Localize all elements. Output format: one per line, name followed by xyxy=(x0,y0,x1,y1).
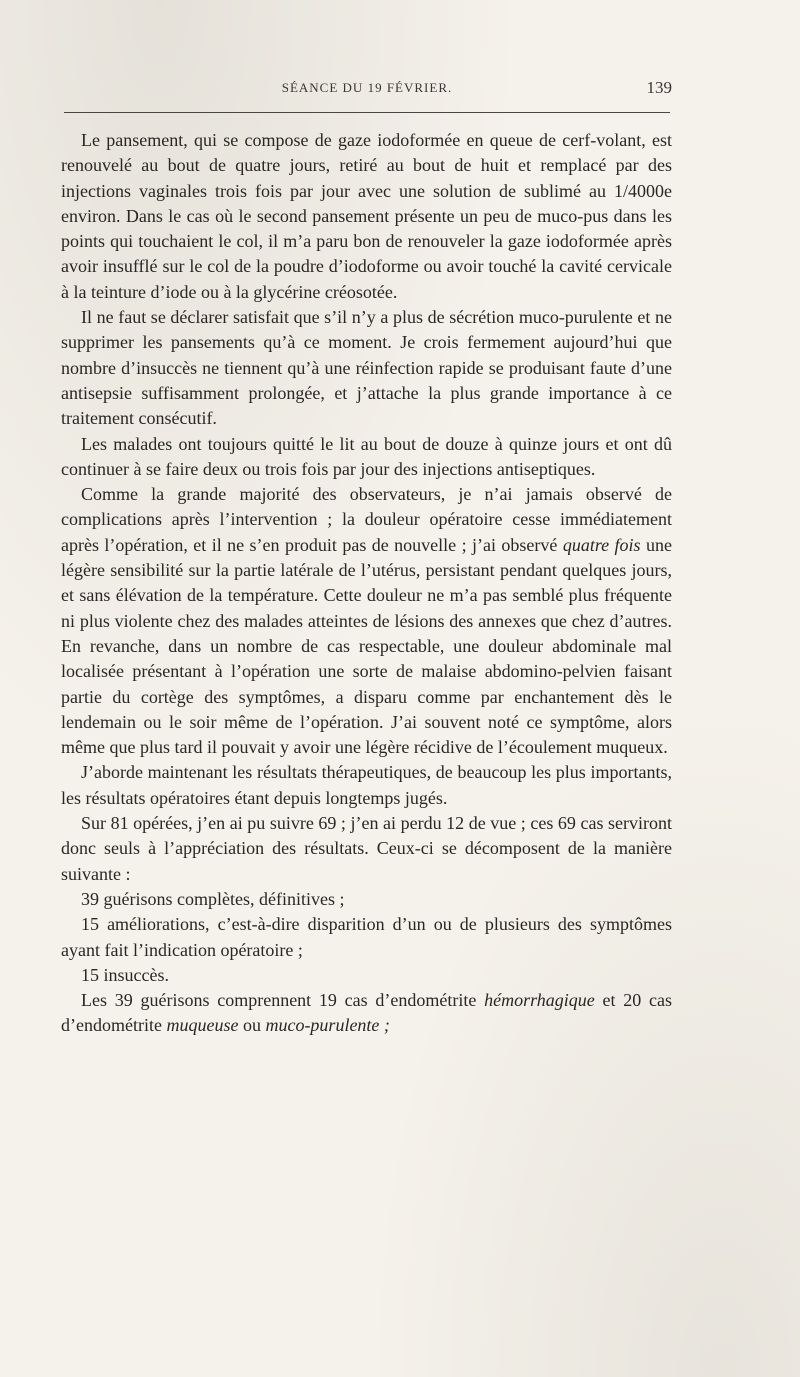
paragraph: J’aborde maintenant les résultats thérapeutiques, de beaucoup les plus importants, les résultats opératoires étant depuis longtemps jugés. xyxy=(61,762,672,808)
running-title: SÉANCE DU 19 FÉVRIER. xyxy=(281,80,453,95)
page-number: 139 xyxy=(646,78,672,97)
list-item: 39 guérisons complètes, définitives ; xyxy=(81,888,345,909)
body-text xyxy=(61,128,672,1039)
text-span: une légère sensibilité sur la partie latérale de l’utérus, persistant pendant quelques jours, et sans élévation de la température. Cette douleur ne m’a pas semblé plus fréquente ni plus violente chez des malades atteintes de lésions des annexes que chez d’autres. En revanche, dans un nombre de cas respectable, une douleur abdominale mal localisée présentant à l’opération une sorte de malaise abdomino-pelvien faisant partie du cortège des symptômes, a disparu comme par enchantement dès le lendemain ou le soir même de l’opération. J’ai souvent noté ce symptôme, alors même que plus tard il pouvait y avoir une légère récidive de l’écoulement muqueux. xyxy=(61,534,672,758)
text-span: et 20 cas d’endométrite xyxy=(61,990,672,1036)
text-span: Les 39 guérisons comprennent 19 cas d’endométrite xyxy=(81,990,485,1011)
paragraph: Les malades ont toujours quitté le lit au bout de douze à quinze jours et ont dû continuer à se faire deux ou trois fois par jour des injections antiseptiques. xyxy=(61,433,672,479)
paragraph: Le pansement, qui se compose de gaze iodoformée en queue de cerf-volant, est renouvelé au bout de quatre jours, retiré au bout de huit et remplacé par des injections vaginales trois fois par jour avec une solution de sublimé au 1/4000e environ. Dans le cas où le second pansement présente un peu de muco-pus dans les points qui touchaient le col, il m’a paru bon de renouveler la gaze iodoformée après avoir insufflé sur le col de la poudre d’iodoforme ou avoir touché la cavité cervicale à la teinture d’iode ou à la glycérine créosotée. xyxy=(61,130,672,302)
header-rule xyxy=(64,112,670,113)
paragraph xyxy=(61,482,672,760)
italic-span: quatre fois xyxy=(562,534,641,555)
list-item: 15 insuccès. xyxy=(81,964,169,985)
italic-span: muco-purulente ; xyxy=(265,1015,390,1036)
text-span: Comme la grande majorité des observateurs, je n’ai jamais observé de complications après l’intervention ; la douleur opératoire cesse immédiatement après l’opération, et il ne s’en produit pas de nouvelle ; j’ai observé xyxy=(61,484,672,555)
list-item: 15 améliorations, c’est-à-dire disparition d’un ou de plusieurs des symptômes ayant fait l’indication opératoire ; xyxy=(61,914,672,960)
italic-span: hémorrhagique xyxy=(484,990,595,1011)
paragraph: Il ne faut se déclarer satisfait que s’il n’y a plus de sécrétion muco-purulente et ne supprimer les pansements qu’à ce moment. Je crois fermement aujourd’hui que nombre d’insuccès ne tiennent qu’à une réinfection rapide se produisant faute d’une antisepsie suffisamment prolongée, et j’attache la plus grande importance à ce traitement consécutif. xyxy=(61,307,672,429)
italic-span: muqueuse xyxy=(166,1015,239,1036)
text-span: ou xyxy=(238,1015,266,1036)
page-header xyxy=(62,80,672,102)
paragraph: Sur 81 opérées, j’en ai pu suivre 69 ; j’en ai perdu 12 de vue ; ces 69 cas serviront donc seuls à l’appréciation des résultats. Ceux-ci se décomposent de la manière suivante : xyxy=(61,813,672,884)
paragraph xyxy=(61,988,672,1039)
